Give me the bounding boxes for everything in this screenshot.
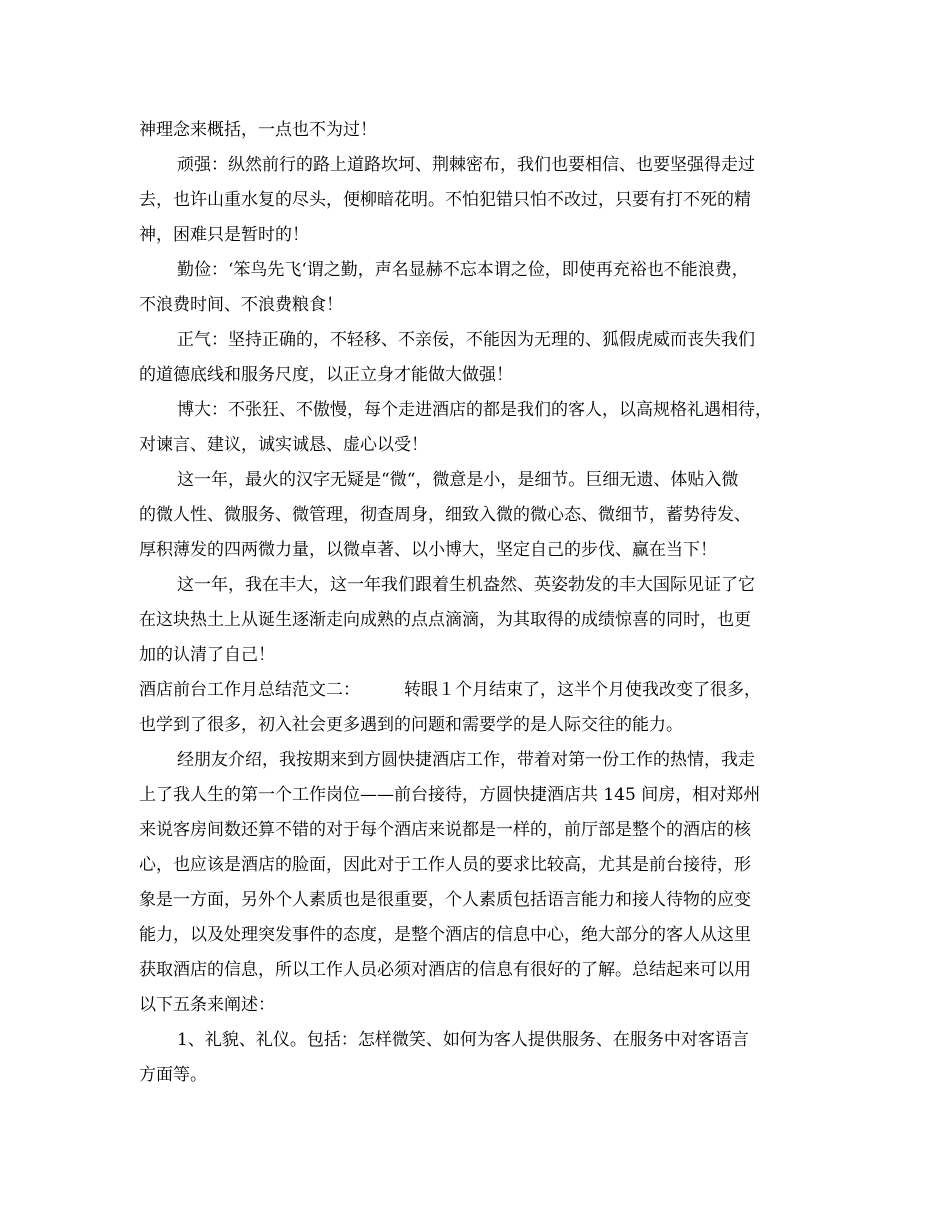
text-line: 对谏言、建议，诚实诚恳、虚心以受！	[139, 435, 428, 455]
text-line: 厚积薄发的四两微力量，以微卓著、以小博大，坚定自己的步伐、赢在当下！	[139, 540, 717, 560]
text-line: 获取酒店的信息，所以工作人员必须对酒店的信息有很好的了解。总结起来可以用	[139, 960, 751, 980]
text-line: 这一年，最火的汉字无疑是“微“，微意是小，是细节。巨细无遗、体贴入微	[177, 470, 739, 490]
text-line: 能力，以及处理突发事件的态度，是整个酒店的信息中心，绝大部分的客人从这里	[139, 925, 751, 945]
text-line: 博大：不张狂、不傲慢，每个走进酒店的都是我们的客人，以高规格礼遇相待，	[177, 400, 772, 420]
text-line: 神，困难只是暂时的！	[139, 225, 309, 245]
text-line: 方面等。	[139, 1065, 207, 1085]
text-line: 转眼１个月结束了，这半个月使我改变了很多，	[404, 680, 761, 700]
section-heading: 酒店前台工作月总结范文二：	[139, 680, 360, 700]
text-line: 去，也许山重水复的尽头，便柳暗花明。不怕犯错只怕不改过，只要有打不死的精	[139, 190, 751, 210]
text-line: 这一年，我在丰大，这一年我们跟着生机盎然、英姿勃发的丰大国际见证了它	[177, 575, 755, 595]
text-line: 正气：坚持正确的，不轻移、不亲佞，不能因为无理的、狐假虎威而丧失我们	[177, 330, 755, 350]
text-line: 也学到了很多，初入社会更多遇到的问题和需要学的是人际交往的能力。	[139, 715, 683, 735]
text-line: 加的认清了自己！	[139, 645, 275, 665]
text-line: 顽强：纵然前行的路上道路坎坷、荆棘密布，我们也要相信、也要坚强得走过	[177, 155, 755, 175]
section-heading-line	[139, 679, 761, 701]
text-line: 的道德底线和服务尺度，以正立身才能做大做强！	[139, 365, 513, 385]
text-line: 神理念来概括，一点也不为过！	[139, 120, 377, 140]
text-line: 象是一方面，另外个人素质也是很重要，个人素质包括语言能力和接人待物的应变	[139, 890, 751, 910]
text-line: 来说客房间数还算不错的对于每个酒店来说都是一样的，前厅部是整个的酒店的核	[139, 820, 751, 840]
list-item-line: 1、礼貌、礼仪。包括：怎样微笑、如何为客人提供服务、在服务中对客语言	[177, 1030, 749, 1050]
text-line: 经朋友介绍，我按期来到方圆快捷酒店工作，带着对第一份工作的热情，我走	[177, 750, 755, 770]
text-line: 在这块热土上从诞生逐渐走向成熟的点点滴滴，为其取得的成绩惊喜的同时，也更	[139, 610, 751, 630]
text-line: 上了我人生的第一个工作岗位——前台接待，方圆快捷酒店共 145 间房，相对郑州	[139, 785, 761, 805]
text-line: 勤俭：‘笨鸟先飞‘谓之勤，声名显赫不忘本谓之俭，即使再充裕也不能浪费，	[177, 260, 749, 280]
text-line: 的微人性、微服务、微管理，彻查周身，细致入微的微心态、微细节，蓄势待发、	[139, 505, 751, 525]
text-line: 心，也应该是酒店的脸面，因此对于工作人员的要求比较高，尤其是前台接待，形	[139, 855, 751, 875]
text-line: 以下五条来阐述：	[139, 995, 275, 1015]
text-line: 不浪费时间、不浪费粮食！	[139, 295, 343, 315]
